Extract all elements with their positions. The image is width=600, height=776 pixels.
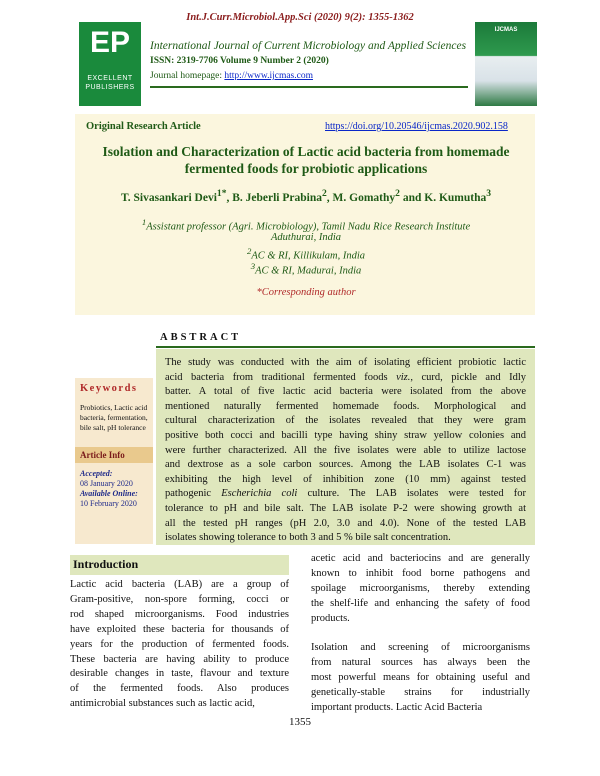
text-line: and dextrose as a sole carbon sources. Among the LAB isolates C-1 was <box>165 459 526 471</box>
aff-text: AC & RI, Killikulam, India <box>251 250 366 262</box>
keywords-heading: Keywords <box>80 383 138 394</box>
text-line: all the tested pH ranges (pH 2.0, 3.0 and 4.0). None of the tested LAB <box>165 517 526 529</box>
author-name: K. Kumutha <box>424 191 487 204</box>
author-list <box>80 188 532 204</box>
text-line: The study was conducted with the aim of isolating efficient probiotic lactic <box>165 357 526 368</box>
abstract-text <box>165 356 526 546</box>
text-line: pathogenic Escherichia coli culture. The LAB isolates were tested for <box>165 488 526 500</box>
title-line-2: fermented foods for probiotic applications <box>184 161 428 176</box>
author-sup: 3 <box>486 188 492 199</box>
text-line: important products. Lactic Acid Bacteria <box>311 702 483 714</box>
logo-text <box>79 74 141 92</box>
text-line: Isolation and screening of microorganisms <box>311 642 530 654</box>
text-line: mentioned naturally fermented homemade foods. Morphological and <box>165 400 526 412</box>
author-and: and <box>399 191 425 204</box>
issn: ISSN: 2319-7706 <box>150 56 218 66</box>
homepage-link[interactable]: http://www.ijcmas.com <box>224 71 313 81</box>
text-line: cultural characterization of the isolates revealed that they were gram <box>165 415 526 427</box>
journal-name: International Journal of Current Microbiology and Applied Sciences <box>150 40 467 52</box>
abstract-divider <box>156 346 535 348</box>
doi-link[interactable]: https://doi.org/10.20546/ijcmas.2020.902.158 <box>325 121 508 132</box>
text-line: were further characterized. All the five isolates were able to utilize lactose <box>165 444 526 456</box>
text-line: most powerful means for obtaining useful and <box>311 672 530 684</box>
logo-text-2: PUBLISHERS <box>85 84 135 91</box>
issn-volume <box>150 56 329 66</box>
article-info-heading: Article Info <box>80 450 125 460</box>
homepage-label: Journal homepage: <box>150 71 225 81</box>
author-sup: 1* <box>216 188 227 199</box>
aff-sup: 1 <box>141 217 147 227</box>
page-number: 1355 <box>289 716 311 728</box>
introduction-heading: Introduction <box>73 557 139 571</box>
author-name: T. Sivasankari Devi <box>120 191 217 204</box>
affiliation-1 <box>80 217 532 233</box>
text-line: acid bacteria from traditional fermented foods viz., curd, pickle and Idly <box>165 371 526 383</box>
text-line: exhibiting the high level of inhibition zone (10 mm) against tested <box>165 473 526 485</box>
header-divider <box>150 86 468 88</box>
aff-text: Assistant professor (Agri. Microbiology), Tamil Nadu Rice Research Institute <box>146 221 471 233</box>
aff-sup: 2 <box>246 246 252 256</box>
online-label: Available Online: <box>80 489 138 498</box>
text-line: genetically-stable strains for industrially <box>311 687 530 699</box>
text-line: desirable changes in taste, flavour and texture <box>70 668 289 680</box>
online-date: 10 February 2020 <box>80 499 137 508</box>
text-line: of the fermented foods. Also produces <box>70 683 289 695</box>
text-line: Lactic acid bacteria (LAB) are a group of <box>70 579 289 590</box>
text-line: products. <box>311 612 350 624</box>
text-line: tolerance to pH and bile salt. The LAB isolate P-2 were showing growth at <box>165 502 526 514</box>
body-column-1 <box>70 578 289 712</box>
logo-letters: EP <box>89 26 131 59</box>
text-line: years for the production of fermented foods. <box>70 638 289 650</box>
cover-title: IJCMAS <box>494 27 518 33</box>
article-dates <box>80 469 156 509</box>
accepted-label: Accepted: <box>80 469 113 478</box>
article-type: Original Research Article <box>86 121 201 132</box>
accepted-date: 08 January 2020 <box>80 479 133 488</box>
title-line-1: Isolation and Characterization of Lactic acid bacteria from homemade <box>102 144 510 159</box>
text-line: These bacteria are having ability to produce <box>70 653 289 665</box>
author-sup: 2 <box>322 188 327 199</box>
publisher-logo <box>79 22 141 106</box>
text-line: have exploited these bacteria for thousands of <box>70 623 289 635</box>
text-line: from natural sources has always been the <box>311 657 530 669</box>
text-line: rod shaped microorganisms. Food industries <box>70 608 289 620</box>
volume: Volume 9 Number 2 (2020) <box>217 56 329 66</box>
text-line: batter. A total of five lactic acid bacteria were isolated from the above <box>165 386 526 398</box>
text-line: spoilage microorganisms, thereby extending <box>311 582 530 594</box>
keywords-list: Probiotics, Lactic acid bacteria, fermentation, bile salt, pH tolerance <box>80 403 148 432</box>
text-line: known to inhibit food borne pathogens and <box>311 567 530 579</box>
journal-citation: Int.J.Curr.Microbiol.App.Sci (2020) 9(2): 1355-1362 <box>186 12 414 23</box>
journal-homepage <box>150 71 313 81</box>
author-sup: 2 <box>395 188 400 199</box>
author-name: M. Gomathy <box>332 191 396 204</box>
text-line: isolates showing tolerance to both 3 and 5 % bile salt concentration. <box>165 532 451 544</box>
author-name: B. Jeberli Prabina <box>232 191 322 204</box>
text-line: the shelf-life and enhancing the safety of food <box>311 597 530 609</box>
body-paragraph <box>311 641 530 716</box>
text-line: acetic acid and bacteriocins and are generally <box>311 553 530 564</box>
affiliation-3 <box>80 261 532 277</box>
text-line: positive both cocci and bacilli type having shiny straw yellow colonies and <box>165 429 526 441</box>
aff-text: AC & RI, Madurai, India <box>255 265 362 277</box>
text-line: Gram-positive, non-spore forming, cocci or <box>70 593 289 605</box>
abstract-heading: ABSTRACT <box>160 332 242 343</box>
text-line: antimicrobial substances such as lactic acid, <box>70 698 255 710</box>
author-separator: , <box>226 191 233 204</box>
body-column-2 <box>311 552 530 731</box>
aff-sup: 3 <box>250 261 256 271</box>
author-separator: , <box>326 191 333 204</box>
body-paragraph <box>311 552 530 627</box>
journal-cover-thumbnail <box>475 22 537 106</box>
affiliation-1-line-2: Aduthurai, India <box>271 232 341 243</box>
affiliation-2 <box>80 246 532 262</box>
logo-text-1: EXCELLENT <box>87 75 133 82</box>
corresponding-author: *Corresponding author <box>256 287 356 298</box>
article-title <box>80 143 532 177</box>
